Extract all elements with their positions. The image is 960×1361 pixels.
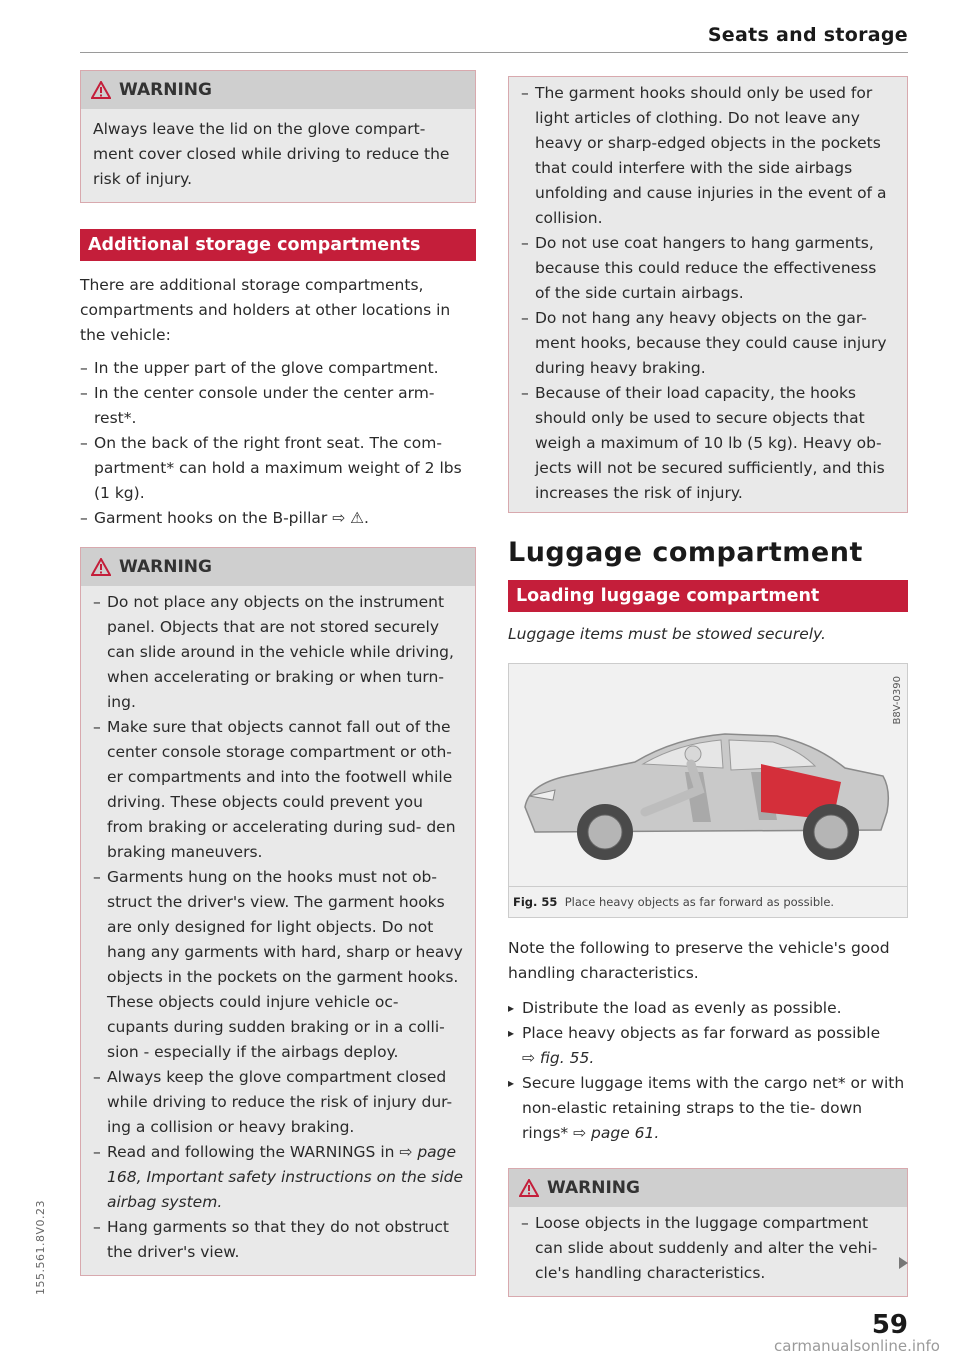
section-heading-additional-storage: Additional storage compartments <box>80 229 476 261</box>
list-item: – Make sure that objects cannot fall out of the center console storage compartment or oth- er compartments and into the footwell while driving. These objects could prevent you from braking or accelerating during sud- den braking maneuvers. <box>93 715 463 865</box>
figure-55 <box>508 663 908 887</box>
list-item: – Do not use coat hangers to hang garments, because this could reduce the effectiveness of the side curtain airbags. <box>521 231 895 306</box>
warning-body <box>81 586 475 1275</box>
list-item: – The garment hooks should only be used for light articles of clothing. Do not leave any heavy or sharp-edged objects in the pockets that could interfere with the side airbags unfolding and cause injuries in the event of a collision. <box>521 81 895 231</box>
step-text: Secure luggage items with the cargo net* or with non-elastic retaining straps to the tie- down rings* <box>522 1074 905 1142</box>
list-item <box>508 1021 908 1071</box>
warning-header <box>509 1169 907 1207</box>
page-168-link[interactable]: ⇨ page 168, Important safety instructions on the side airbag system. <box>107 1143 464 1211</box>
header-rule <box>80 52 908 53</box>
section-intro: There are additional storage compartments, compartments and holders at other locations in the vehicle: <box>80 276 451 344</box>
step-text: Place heavy objects as far forward as possible <box>522 1024 881 1042</box>
list-item: – On the back of the right front seat. The com- partment* can hold a maximum weight of 2 lbs (1 kg). <box>80 431 476 506</box>
warning-continuation <box>508 76 908 513</box>
list-item: – Hang garments so that they do not obstruct the driver's view. <box>93 1215 463 1265</box>
warning-header <box>81 548 475 586</box>
running-header: Seats and storage <box>707 24 908 46</box>
right-column <box>508 76 908 1297</box>
document-code: 155.561.8V0.23 <box>34 1200 47 1295</box>
list-item: – Do not place any objects on the instrument panel. Objects that are not stored securely can slide around in the vehicle while driving, when accelerating or braking or when turn- ing. <box>93 590 463 715</box>
fig-55-link[interactable]: ⇨ fig. 55. <box>522 1049 595 1067</box>
left-column <box>80 70 476 1276</box>
warning-box-storage <box>80 547 476 1276</box>
figure-code: B8V-0390 <box>892 676 903 725</box>
list-item: – Garment hooks on the B-pillar ⇨ ⚠. <box>80 506 476 531</box>
warning-label: WARNING <box>119 80 212 100</box>
warning-triangle-icon <box>91 558 111 576</box>
warning-box-glove <box>80 70 476 203</box>
section-lead: Luggage items must be stowed securely. <box>508 625 826 643</box>
list-item <box>93 1140 463 1215</box>
list-item: – Garments hung on the hooks must not ob- struct the driver's view. The garment hooks are only designed for light objects. Do not hang any garments with hard, sharp or heavy objects in the pockets on the garment hooks. These objects could injure vehicle oc- cupants during sudden braking or in a colli- sion - especially if the airbags deploy. <box>93 865 463 1065</box>
warning-label: WARNING <box>547 1178 640 1198</box>
section-heading-loading: Loading luggage compartment <box>508 580 908 612</box>
page-61-link[interactable]: ⇨ page 61. <box>573 1124 660 1142</box>
car-illustration <box>515 672 895 882</box>
list-item <box>508 1071 908 1146</box>
list-item: – Loose objects in the luggage compartment can slide about suddenly and alter the vehi- cle's handling characteristics. <box>521 1211 895 1286</box>
ref-prefix: Read and following the WARNINGS in <box>107 1143 395 1161</box>
handling-intro: Note the following to preserve the vehicle's good handling characteristics. <box>508 939 890 982</box>
figure-caption <box>508 887 908 918</box>
list-item: – Because of their load capacity, the hooks should only be used to secure objects that weigh a maximum of 10 lb (5 kg). Heavy ob- jects will not be secured sufficiently, and this increases the risk of injury. <box>521 381 895 506</box>
warning-header <box>81 71 475 109</box>
continue-arrow-icon <box>899 1257 908 1269</box>
watermark-footer: carmanualsonline.info <box>774 1337 940 1355</box>
chapter-heading: Luggage compartment <box>508 537 863 568</box>
list-item: – Always keep the glove compartment closed while driving to reduce the risk of injury dur- ing a collision or heavy braking. <box>93 1065 463 1140</box>
figure-label: Fig. 55 <box>513 895 558 909</box>
warning-label: WARNING <box>119 557 212 577</box>
loading-steps <box>508 996 908 1146</box>
warning-box-luggage <box>508 1168 908 1297</box>
caption-text: Place heavy objects as far forward as possible. <box>564 895 835 909</box>
warning-triangle-icon <box>519 1179 539 1197</box>
warning-text: Always leave the lid on the glove compart- ment cover closed while driving to reduce the risk of injury. <box>93 120 450 188</box>
warning-triangle-icon <box>91 81 111 99</box>
list-item: – Do not hang any heavy objects on the gar- ment hooks, because they could cause injury during heavy braking. <box>521 306 895 381</box>
list-item: – In the upper part of the glove compartment. <box>80 356 476 381</box>
list-item <box>508 996 908 1021</box>
warning-body <box>509 1207 907 1296</box>
step-text: Distribute the load as evenly as possible. <box>522 999 842 1017</box>
list-item: – In the center console under the center arm- rest*. <box>80 381 476 431</box>
page-number: 59 <box>871 1310 908 1340</box>
storage-list <box>80 356 476 531</box>
